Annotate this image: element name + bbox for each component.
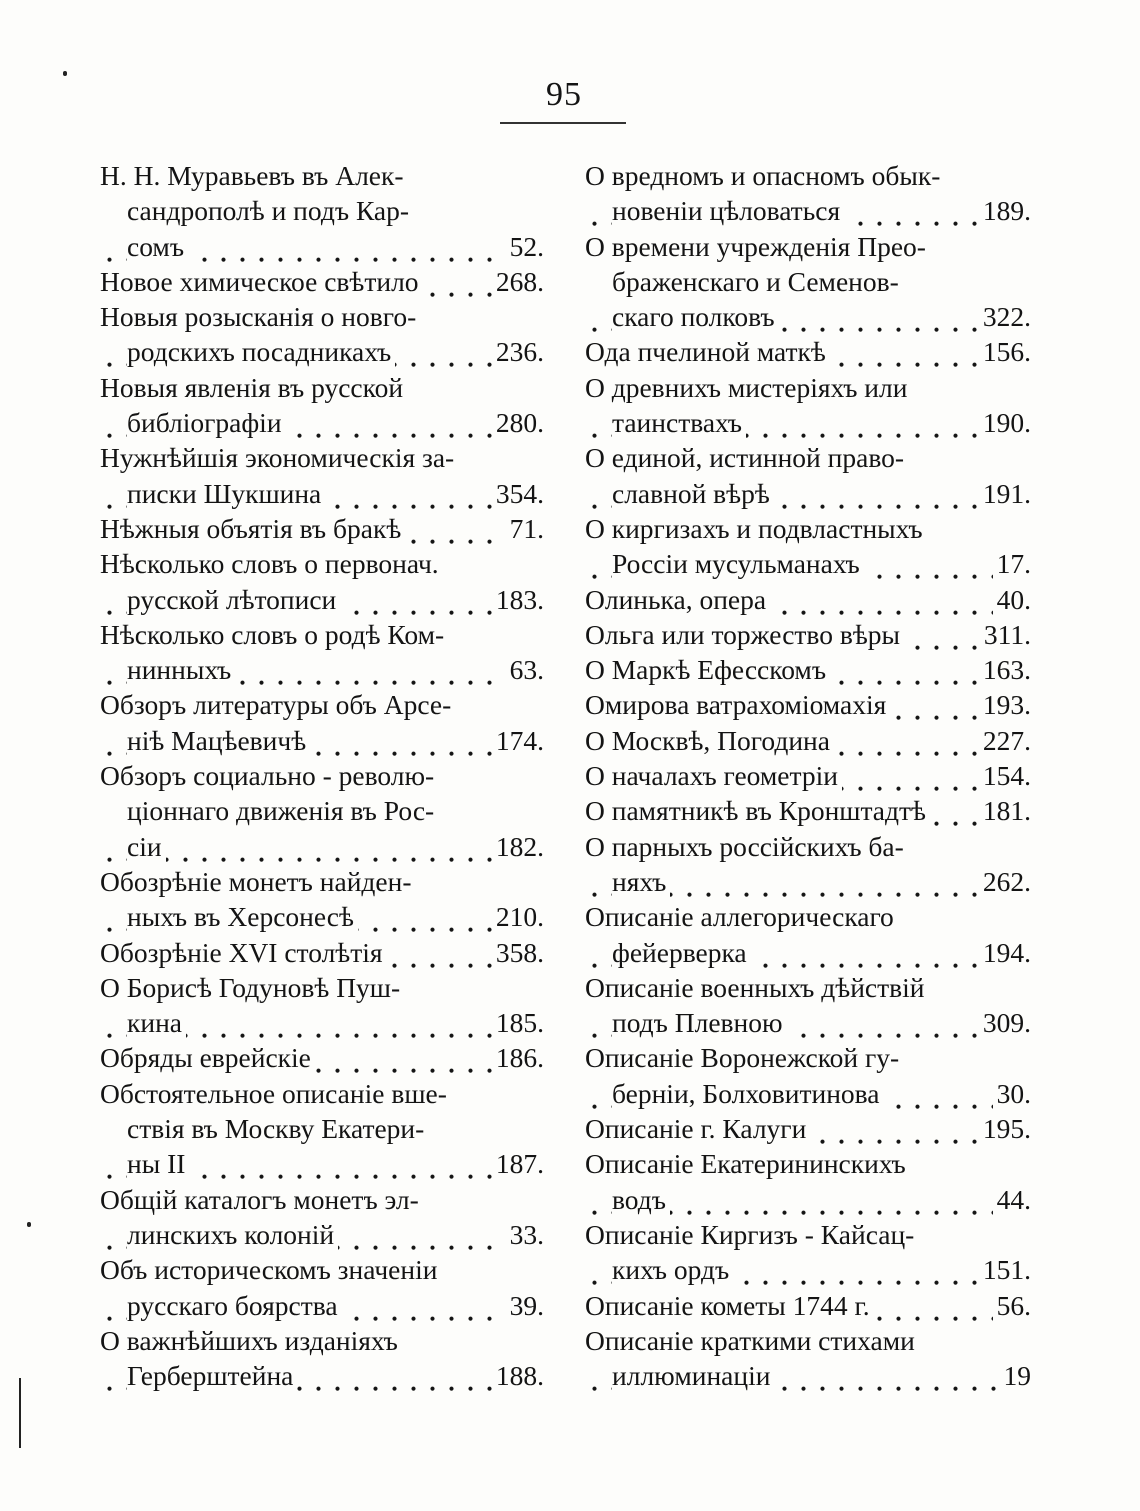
entry-title-text: О древнихъ мистеріяхъ или	[585, 371, 908, 403]
entry-title-text: фейерверка	[612, 937, 751, 968]
index-entry	[585, 617, 1031, 652]
entry-title-line-with-leader	[585, 582, 1031, 617]
entry-title-text: Нужнѣйшія экономическія за-	[100, 442, 455, 474]
entry-title-text: Нѣсколько словъ о первонач.	[100, 548, 439, 580]
entry-title-text: Описаніе кометы 1744 г.	[585, 1290, 874, 1321]
entry-page-number: 194.	[979, 935, 1031, 970]
entry-title-text: Обозрѣніе XVI столѣтія	[100, 937, 387, 968]
entry-title-text: Описаніе Воронежской гу-	[585, 1042, 900, 1074]
entry-title-line-with-leader	[100, 652, 544, 687]
entry-page-number: 187.	[492, 1146, 544, 1181]
entry-title-line	[100, 617, 544, 652]
entry-title-line-with-leader	[585, 864, 1031, 899]
entry-title-line-with-leader	[585, 687, 1031, 722]
index-entry	[585, 440, 1031, 511]
index-column-left	[100, 158, 544, 1393]
entry-page-number: 71.	[506, 511, 544, 546]
index-entry	[585, 511, 1031, 582]
entry-page-number: 195.	[979, 1111, 1031, 1146]
entry-page-number: 191.	[979, 476, 1031, 511]
entry-title-line	[100, 1182, 544, 1217]
entry-title-line-with-leader	[585, 1111, 1031, 1146]
entry-title-line	[100, 1252, 544, 1287]
entry-page-number: 39.	[506, 1288, 544, 1323]
entry-title-text: Объ историческомъ значеніи	[100, 1254, 438, 1286]
entry-title-line-with-leader	[100, 511, 544, 546]
entry-page-number: 190.	[979, 405, 1031, 440]
entry-title-line-with-leader	[585, 405, 1031, 440]
entry-title-text: О единой, истинной право-	[585, 442, 905, 474]
entry-page-number: 154.	[979, 758, 1031, 793]
entry-page-number: 189.	[979, 193, 1031, 228]
index-entry	[100, 264, 544, 299]
index-entry	[100, 299, 544, 370]
entry-page-number: 188.	[492, 1358, 544, 1393]
index-entry	[585, 229, 1031, 335]
entry-title-text: Обзоръ литературы объ Арсе-	[100, 689, 452, 721]
entry-title-text: подъ Плевною	[612, 1007, 787, 1038]
index-entry	[585, 970, 1031, 1041]
index-entry	[585, 1323, 1031, 1394]
index-entry	[100, 687, 544, 758]
entry-title-text: русской лѣтописи	[127, 584, 340, 615]
index-entry	[100, 511, 544, 546]
index-entry	[100, 1040, 544, 1075]
entry-title-text: О парныхъ россійскихъ ба-	[585, 830, 904, 862]
entry-title-line-with-leader	[100, 829, 544, 864]
entry-title-line-with-leader	[585, 546, 1031, 581]
entry-title-text: Описаніе аллегорическаго	[585, 901, 894, 933]
entry-page-number: 63.	[506, 652, 544, 687]
entry-title-line-with-leader	[100, 1040, 544, 1075]
entry-title-text: О началахъ геометріи	[585, 760, 842, 791]
entry-title-line	[585, 899, 1031, 934]
entry-page-number: 183.	[492, 582, 544, 617]
entry-page-number: 40.	[993, 582, 1031, 617]
entry-title-line	[100, 793, 544, 828]
entry-title-line-with-leader	[585, 1252, 1031, 1287]
entry-title-text: Н. Н. Муравьевъ въ Алек-	[100, 160, 404, 191]
entry-title-text: новеніи цѣловаться	[612, 195, 844, 226]
entry-title-line-with-leader	[100, 1358, 544, 1393]
entry-page-number: 151.	[979, 1252, 1031, 1287]
entry-title-line	[585, 229, 1031, 264]
page-number: 95	[546, 76, 582, 113]
entry-page-number: 156.	[979, 334, 1031, 369]
entry-title-line	[100, 370, 544, 405]
index-entry	[585, 1217, 1031, 1288]
index-entry	[100, 1323, 544, 1394]
entry-title-text: Россіи мусульманахъ	[612, 548, 864, 579]
entry-title-line-with-leader	[585, 758, 1031, 793]
entry-page-number: 193.	[979, 687, 1031, 722]
entry-page-number: 354.	[492, 476, 544, 511]
index-entry	[585, 899, 1031, 970]
entry-title-line	[585, 1146, 1031, 1181]
entry-page-number: 163.	[979, 652, 1031, 687]
entry-title-line	[585, 511, 1031, 546]
index-entry	[100, 546, 544, 617]
entry-title-text: Новыя явленія въ русской	[100, 371, 404, 403]
entry-title-text: ствія въ Москву Екатери-	[127, 1113, 425, 1145]
entry-title-line	[100, 758, 544, 793]
entry-title-line-with-leader	[100, 476, 544, 511]
entry-title-text: линскихъ колоній	[127, 1219, 338, 1250]
entry-title-text: Ольга или торжество вѣры	[585, 619, 904, 650]
entry-title-text: кихъ ордъ	[612, 1254, 733, 1285]
entry-title-text: Общій каталогъ монетъ эл-	[100, 1183, 419, 1215]
entry-title-text: Описаніе Киргизъ - Кайсац-	[585, 1218, 915, 1250]
index-entry	[585, 793, 1031, 828]
entry-title-text: О Москвѣ, Погодина	[585, 725, 834, 756]
entry-title-line	[100, 1323, 544, 1358]
entry-title-text: Описаніе г. Калуги	[585, 1113, 810, 1144]
entry-title-text: Нѣжныя объятія въ бракѣ	[100, 513, 405, 544]
entry-title-text: иллюминаціи	[612, 1360, 774, 1391]
entry-title-line	[100, 970, 544, 1005]
entry-title-line	[585, 440, 1031, 475]
entry-page-number: 236.	[492, 334, 544, 369]
entry-title-line	[585, 370, 1031, 405]
entry-page-number: 268.	[492, 264, 544, 299]
entry-page-number: 311.	[980, 617, 1031, 652]
entry-page-number: 262.	[979, 864, 1031, 899]
entry-title-line	[100, 687, 544, 722]
index-entry	[585, 687, 1031, 722]
index-entry	[585, 1111, 1031, 1146]
entry-title-line	[100, 546, 544, 581]
entry-title-line-with-leader	[100, 1005, 544, 1040]
entry-title-text: О вредномъ и опасномъ обык-	[585, 160, 941, 191]
entry-title-line	[585, 829, 1031, 864]
entry-title-line	[100, 440, 544, 475]
entry-title-line-with-leader	[100, 1288, 544, 1323]
entry-title-line-with-leader	[100, 723, 544, 758]
entry-title-text: Олинька, опера	[585, 584, 770, 615]
index-entry	[100, 1076, 544, 1182]
entry-title-line	[100, 158, 544, 193]
entry-title-text: таинствахъ	[612, 407, 746, 438]
entry-title-text: О киргизахъ и подвластныхъ	[585, 512, 923, 544]
entry-title-text: Обряды еврейскіе	[100, 1042, 315, 1073]
entry-title-line-with-leader	[100, 405, 544, 440]
entry-title-line-with-leader	[100, 1146, 544, 1181]
index-entry	[585, 370, 1031, 441]
entry-title-text: Новыя розысканія о новго-	[100, 301, 417, 333]
entry-title-text: ніѣ Мацѣевичѣ	[127, 725, 310, 756]
index-entry	[100, 1182, 544, 1253]
entry-title-text: Описаніе краткими стихами	[585, 1324, 915, 1356]
entry-title-line-with-leader	[100, 264, 544, 299]
scan-speck	[63, 71, 67, 76]
entry-page-number: 17.	[993, 546, 1031, 581]
entry-title-text: сомъ	[127, 231, 188, 262]
entry-title-text: О времени учрежденія Прео-	[585, 230, 926, 262]
entry-page-number: 182.	[492, 829, 544, 864]
entry-title-text: сандрополѣ и подъ Кар-	[127, 195, 410, 227]
entry-title-line-with-leader	[585, 652, 1031, 687]
entry-title-text: О памятникѣ въ Кронштадтѣ	[585, 795, 930, 826]
index-entry	[585, 1288, 1031, 1323]
entry-page-number: 174.	[492, 723, 544, 758]
index-entry	[585, 334, 1031, 369]
entry-title-line-with-leader	[585, 1288, 1031, 1323]
entry-page-number: 227.	[979, 723, 1031, 758]
index-entry	[585, 758, 1031, 793]
entry-title-line-with-leader	[100, 582, 544, 617]
entry-title-text: няхъ	[612, 866, 670, 897]
entry-title-text: Новое химическое свѣтило	[100, 266, 423, 297]
index-entry	[585, 1040, 1031, 1111]
entry-title-line	[585, 1217, 1031, 1252]
entry-title-text: славной вѣрѣ	[612, 478, 774, 509]
entry-title-line-with-leader	[100, 229, 544, 264]
entry-page-number: 30.	[993, 1076, 1031, 1111]
index-column-right	[585, 158, 1031, 1393]
entry-title-text: браженскаго и Семенов-	[612, 265, 899, 297]
entry-title-line-with-leader	[585, 334, 1031, 369]
entry-title-text: О важнѣйшихъ изданіяхъ	[100, 1324, 398, 1356]
entry-title-line-with-leader	[585, 793, 1031, 828]
entry-title-text: сіи	[127, 831, 166, 862]
entry-title-text: нинныхъ	[127, 654, 235, 685]
entry-page-number: 358.	[492, 935, 544, 970]
index-entry	[100, 970, 544, 1041]
index-entry	[585, 582, 1031, 617]
entry-title-line	[585, 1040, 1031, 1075]
entry-title-text: Ода пчелиной маткѣ	[585, 336, 830, 367]
entry-title-text: О Борисѣ Годуновѣ Пуш-	[100, 971, 401, 1003]
entry-page-number: 33.	[506, 1217, 544, 1252]
entry-title-line-with-leader	[585, 1005, 1031, 1040]
index-entry	[100, 864, 544, 935]
entry-page-number: 322.	[979, 299, 1031, 334]
index-entry	[585, 1146, 1031, 1217]
entry-title-text: Нѣсколько словъ о родѣ Ком-	[100, 618, 445, 650]
entry-page-number: 280.	[492, 405, 544, 440]
entry-title-text: родскихъ посадникахъ	[127, 336, 395, 367]
index-entry	[100, 935, 544, 970]
entry-title-text: Описаніе военныхъ дѣйствій	[585, 971, 925, 1003]
scan-speck	[27, 1222, 31, 1227]
entry-title-line-with-leader	[585, 1358, 1031, 1393]
entry-title-text: ныхъ въ Херсонесѣ	[127, 901, 358, 932]
entry-page-number: 56.	[993, 1288, 1031, 1323]
index-entry	[100, 617, 544, 688]
index-entry	[585, 652, 1031, 687]
entry-title-text: Омирова ватрахоміомахія	[585, 689, 890, 720]
entry-page-number: 181.	[979, 793, 1031, 828]
entry-title-text: Обозрѣніе монетъ найден-	[100, 865, 412, 897]
entry-title-line	[100, 299, 544, 334]
entry-title-line-with-leader	[585, 1182, 1031, 1217]
index-entry	[100, 1252, 544, 1323]
entry-title-line	[100, 864, 544, 899]
index-entry	[100, 758, 544, 864]
entry-title-text: русскаго боярства	[127, 1290, 342, 1321]
entry-title-text: Обстоятельное описаніе вше-	[100, 1077, 447, 1109]
entry-title-line	[100, 1111, 544, 1146]
entry-title-text: ны II	[127, 1148, 189, 1179]
entry-page-number: 210.	[492, 899, 544, 934]
entry-title-line-with-leader	[585, 299, 1031, 334]
entry-page-number: 52.	[506, 229, 544, 264]
entry-page-number: 186.	[492, 1040, 544, 1075]
entry-title-line-with-leader	[100, 1217, 544, 1252]
entry-title-text: водъ	[612, 1184, 670, 1215]
entry-title-line-with-leader	[585, 935, 1031, 970]
entry-title-line	[100, 1076, 544, 1111]
entry-title-text: скаго полковъ	[612, 301, 779, 332]
entry-title-line-with-leader	[100, 935, 544, 970]
entry-title-line	[100, 193, 544, 228]
entry-title-line-with-leader	[585, 476, 1031, 511]
entry-title-line	[585, 264, 1031, 299]
index-entry	[100, 440, 544, 511]
entry-page-number: 185.	[492, 1005, 544, 1040]
entry-title-line-with-leader	[585, 193, 1031, 228]
entry-title-line-with-leader	[100, 899, 544, 934]
entry-title-text: Описаніе Екатерининскихъ	[585, 1148, 906, 1180]
entry-title-text: О Маркѣ Ефесскомъ	[585, 654, 830, 685]
entry-title-text: ціоннаго движенія въ Рос-	[127, 795, 435, 827]
index-entry	[585, 723, 1031, 758]
entry-title-line	[585, 158, 1031, 193]
entry-title-line-with-leader	[585, 723, 1031, 758]
entry-page-number: 44.	[993, 1182, 1031, 1217]
entry-title-line-with-leader	[100, 334, 544, 369]
entry-title-text: кина	[127, 1007, 186, 1038]
entry-page-number: 19	[1000, 1358, 1032, 1393]
entry-page-number: 309.	[979, 1005, 1031, 1040]
entry-title-line	[585, 970, 1031, 1005]
index-entry	[585, 829, 1031, 900]
page-edge-mark	[19, 1378, 21, 1448]
header-rule	[500, 122, 626, 124]
entry-title-line	[585, 1323, 1031, 1358]
index-entry	[585, 158, 1031, 229]
entry-title-text: Герберштейна	[127, 1360, 297, 1391]
entry-title-text: писки Шукшина	[127, 478, 325, 509]
entry-title-text: берніи, Болховитинова	[612, 1078, 884, 1109]
entry-title-line-with-leader	[585, 617, 1031, 652]
entry-title-line-with-leader	[585, 1076, 1031, 1111]
index-entry	[100, 158, 544, 264]
entry-title-text: библіографіи	[127, 407, 286, 438]
entry-title-text: Обзоръ социально - револю-	[100, 760, 435, 792]
index-entry	[100, 370, 544, 441]
